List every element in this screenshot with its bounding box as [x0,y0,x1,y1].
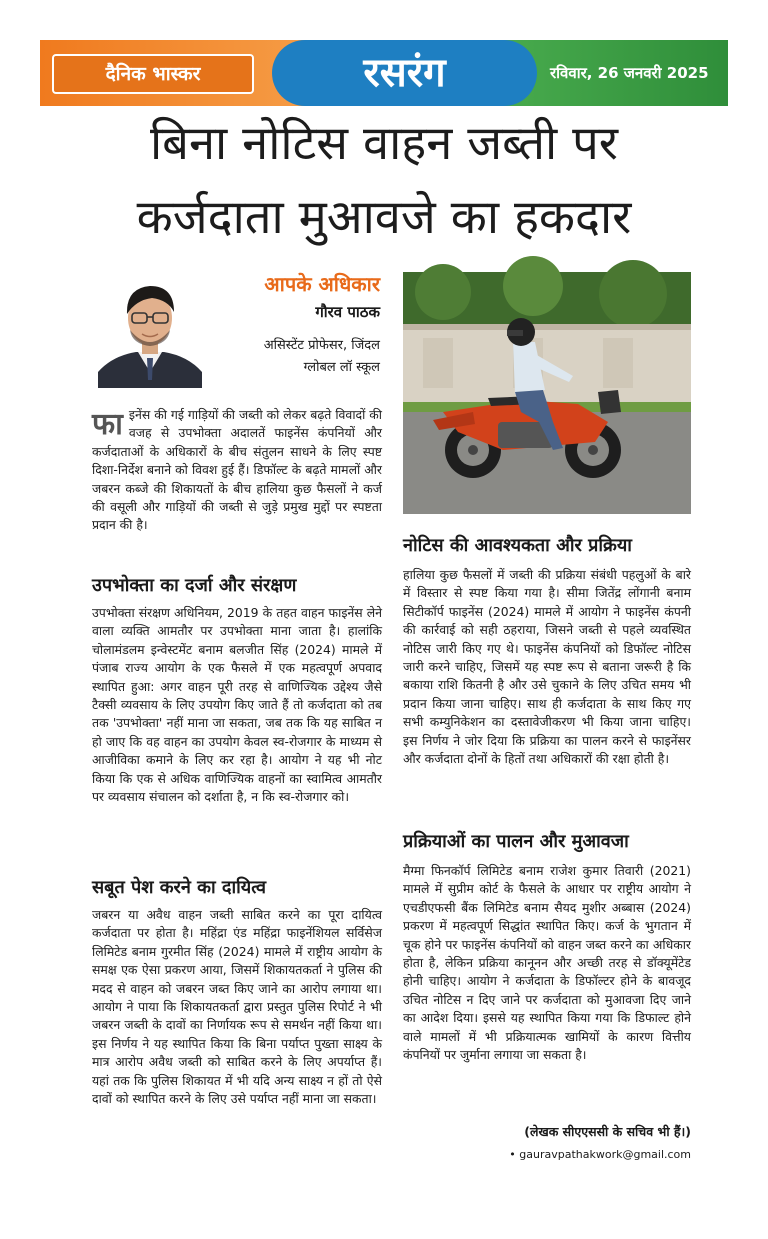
headline-line-2: कर्जदाता मुआवजे का हकदार [136,190,632,245]
heading-notice-requirement: नोटिस की आवश्यकता और प्रक्रिया [403,535,632,556]
page-number: 2 [737,64,748,82]
intro-dropcap: फा [92,407,123,442]
author-note: (लेखक सीएएससी के सचिव भी हैं।) [524,1124,691,1139]
heading-procedure-compensation: प्रक्रियाओं का पालन और मुआवजा [403,831,629,852]
intro-text: इनेंस की गई गाड़ियों की जब्ती को लेकर बढ़ते विवादों की वजह से उपभोक्ता अदालतें फाइनेंस कंपनियों और कर्जदाताओं के अधिकारों के बीच संतुलन साधने के लिए स्पष्ट दिशा-निर्देश बनाने को विवश हुई हैं। डिफॉल्ट के बढ़ते मामलों और जबरन कब्जे की शिकायतों के बीच हालिया कुछ फैसलों ने कर्ज की वसूली और गाड़ियों की जब्ती से जुड़े प्रमुख मुद्दों पर स्पष्टता प्रदान की है। [92,407,382,533]
paragraph-procedure-compensation: मैग्मा फिनकॉर्प लिमिटेड बनाम राजेश कुमार तिवारी (2021) मामले में सुप्रीम कोर्ट के फैसले के आधार पर राष्ट्रीय आयोग ने एचडीएफसी बैंक लिमिटेड बनाम सैयद मुशीर अब्बास (2024) प्रकरण में महत्वपूर्ण सिद्धांत स्थापित किए। कर्ज के भुगतान में चूक होने पर फाइनेंस कंपनियों को वाहन जब्त करने का अधिकार होता है, लेकिन प्रक्रिया कानूनन और अच्छी तरह से डॉक्यूमेंटेड होनी चाहिए। आयोग ने कर्जदाता के डिफॉल्टर होने के बावजूद उचित नोटिस न दिए जाने पर कर्जदाता को मुआवजा दिए जाने का आदेश दिया। इससे यह स्थापित किया गया कि डिफाल्ट होने वाले मामलों में भी प्रक्रियात्मक खामियों के कारण वित्तीय कंपनियों पर जुर्माना लगाया जा सकता है। [403,863,691,1063]
author-email [403,1148,691,1161]
issue-date: रविवार, 26 जनवरी 2025 [550,64,709,82]
author-role-line-2: ग्लोबल लॉ स्कूल [303,360,380,375]
headline-line-1: बिना नोटिस वाहन जब्ती पर [149,116,619,171]
email-bullet-icon: • [509,1148,520,1161]
masthead-banner [40,40,748,106]
author-role-line-1: असिस्टेंट प्रोफेसर, जिंदल [263,338,380,353]
author-name: गौरव पाठक [315,303,380,321]
intro-paragraph [92,406,382,535]
publication-logo: दैनिक भास्कर [52,54,254,94]
paragraph-notice-requirement: हालिया कुछ फैसलों में जब्ती की प्रक्रिया संबंधी पहलुओं के बारे में विस्तार से स्पष्ट किया गया है। सीमा जितेंद्र लोंगानी बनाम सिटीकॉर्प फाइनेंस (2024) मामले में आयोग ने फाइनेंस कंपनी की कार्रवाई को सही ठहराया, जिसने जब्ती से पहले व्यवस्थित नोटिस जारी किए गए थे। फाइनेंस कंपनियों को डिफॉल्ट नोटिस जारी करने चाहिए, जिसमें यह स्पष्ट रूप से बताना जरूरी है कि बकाया राशि कितनी है और उसे चुकाने के लिए उचित समय भी प्रदान किया जाना चाहिए। साथ ही कर्जदाता के साथ किए गए सभी कम्युनिकेशन का दस्तावेजीकरण भी किया जाना चाहिए। इस निर्णय ने जोर दिया कि प्रक्रिया का पालन करने से फाइनेंसर और कर्जदाता दोनों के हितों तथा अधिकारों की रक्षा होती है। [403,567,691,767]
motorcycle-photo [403,272,691,514]
author-photo [92,272,208,388]
supplement-title: रसरंग [363,49,446,96]
heading-burden-of-proof: सबूत पेश करने का दायित्व [92,877,266,898]
page-separator [731,60,732,86]
paragraph-consumer-status: उपभोक्ता संरक्षण अधिनियम, 2019 के तहत वाहन फाइनेंस लेने वाला व्यक्ति आमतौर पर उपभोक्ता माना जाता है। हालांकि चोलामंडलम इन्वेस्टमेंट बनाम बलजीत सिंह (2024) मामले में पंजाब राज्य आयोग के एक फैसले में एक महत्वपूर्ण अपवाद स्थापित हुआ: अगर वाहन पूरी तरह से वाणिज्यिक उद्देश्य जैसे टैक्सी व्यवसाय के लिए उपयोग किए जाते हैं तो कर्जदाता को तब तक 'उपभोक्ता' नहीं माना जा सकता, जब तक कि यह साबित न हो जाए कि वह वाहन का उपयोग केवल स्व-रोजगार के माध्यम से आजीविका कमाने के लिए कर रहा है। आयोग ने यह भी नोट किया कि एक से अधिक वाणिज्यिक वाहनों का स्वामित्व आमतौर पर व्यवसाय संचालन को दर्शाता है, न कि स्व-रोजगार को। [92,605,382,805]
heading-consumer-status: उपभोक्ता का दर्जा और संरक्षण [92,575,297,596]
column-label: आपके अधिकार [264,272,380,296]
author-role [212,335,380,379]
author-email-text: gauravpathakwork@gmail.com [519,1148,691,1161]
paragraph-burden-of-proof: जबरन या अवैध वाहन जब्ती साबित करने का पूरा दायित्व कर्जदाता पर होता है। महिंद्रा एंड महिंद्रा फाइनेंशियल सर्विसेज लिमिटेड बनाम गुरमीत सिंह (2024) मामले में राष्ट्रीय आयोग के समक्ष एक ऐसा प्रकरण आया, जिसमें शिकायतकर्ता ने पुलिस की मदद से वाहन को जबरन जब्त किए जाने का आरोप लगाया था। आयोग ने पाया कि शिकायतकर्ता द्वारा प्रस्तुत पुलिस रिपोर्ट ने भी जबरन जब्ती के दावों का निर्णायक रूप से समर्थन नहीं किया था। इस निर्णय ने यह स्थापित किया कि बिना पर्याप्त पुख्ता साक्ष्य के मात्र आरोप अवैध जब्ती को साबित करने के लिए अपर्याप्त हैं। यहां तक कि पुलिस शिकायत में भी यदि अन्य साक्ष्य न हों तो ऐसे दावों को स्थापित करने के लिए उसे पर्याप्त नहीं माना जा सकता। [92,907,382,1107]
